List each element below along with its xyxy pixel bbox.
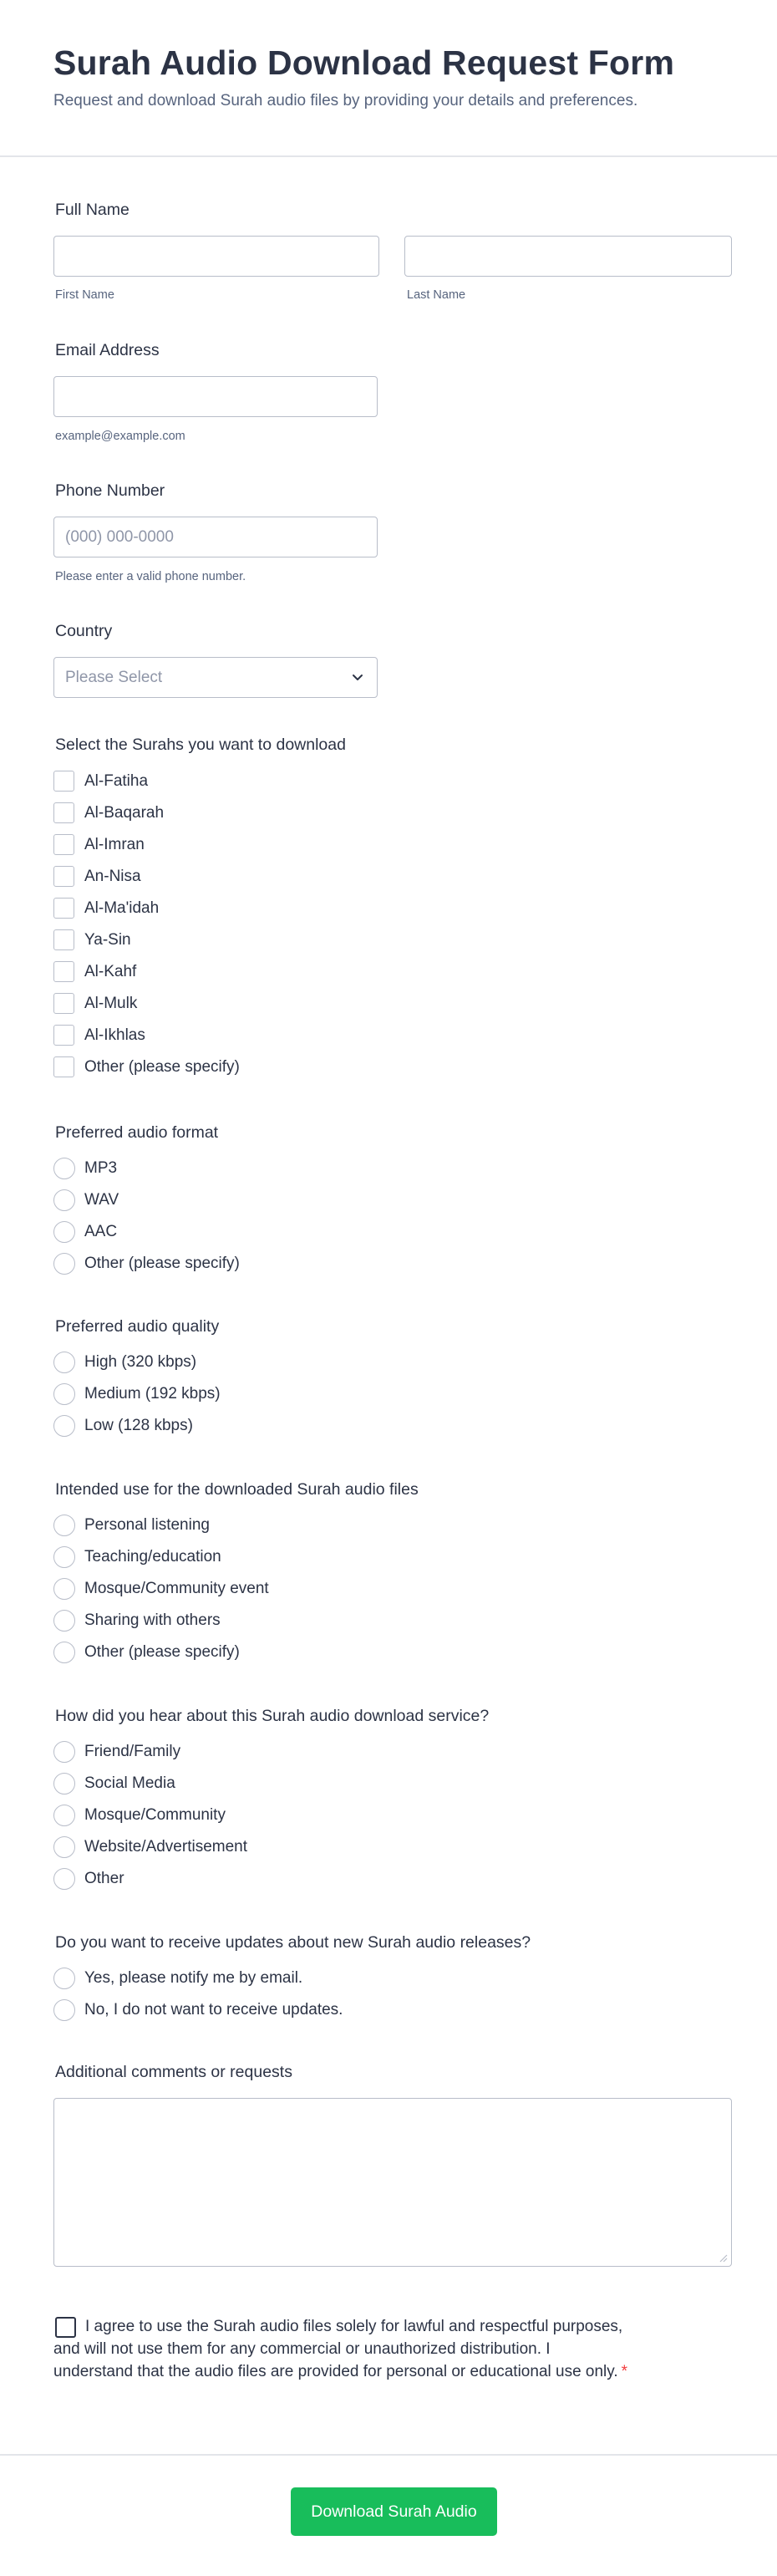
full-name-label: Full Name: [55, 201, 130, 219]
quality-label: Preferred audio quality: [55, 1317, 220, 1336]
option-label: Other (please specify): [84, 1058, 240, 1076]
radio-button[interactable]: [53, 1773, 75, 1795]
last-name-input[interactable]: [404, 236, 732, 277]
comments-textarea[interactable]: [53, 2098, 732, 2267]
option-label: An-Nisa: [84, 868, 141, 885]
country-select[interactable]: [53, 657, 378, 698]
updates-label: Do you want to receive updates about new Surah audio releases?: [55, 1933, 531, 1952]
country-label: Country: [55, 622, 113, 640]
radio-button[interactable]: [53, 1578, 75, 1600]
option-label: Al-Fatiha: [84, 772, 149, 790]
option-label: Yes, please notify me by email.: [84, 1969, 303, 1987]
option-label: Al-Mulk: [84, 995, 138, 1012]
email-sublabel: example@example.com: [55, 430, 185, 443]
option-label: Mosque/Community: [84, 1806, 226, 1824]
option-label: Al-Imran: [84, 836, 145, 853]
agreement-label: I agree to use the Surah audio files solely for lawful and respectful purposes, and will not use them for any commercial or unauthorized distribution. I understand that the audio files are provided for personal or educational use only.: [53, 2318, 623, 2380]
option-label: Al-Ma'idah: [84, 899, 160, 917]
option-label: Ya-Sin: [84, 931, 131, 949]
required-asterisk: *: [621, 2363, 628, 2380]
first-name-input[interactable]: [53, 236, 379, 277]
page-title: Surah Audio Download Request Form: [53, 43, 675, 82]
option-label: Website/Advertisement: [84, 1838, 248, 1856]
radio-button[interactable]: [53, 1642, 75, 1663]
download-button[interactable]: Download Surah Audio: [291, 2487, 497, 2536]
agreement-text: [53, 2315, 630, 2383]
footer-divider: [0, 2454, 777, 2456]
page-subtitle: Request and download Surah audio files by providing your details and preferences.: [53, 92, 638, 109]
option-label: Medium (192 kbps): [84, 1385, 221, 1403]
option-label: Other (please specify): [84, 1643, 240, 1661]
option-label: Mosque/Community event: [84, 1580, 269, 1597]
radio-button[interactable]: [53, 1189, 75, 1211]
radio-button[interactable]: [53, 1415, 75, 1437]
option-label: Other: [84, 1870, 124, 1887]
option-label: Social Media: [84, 1774, 175, 1792]
option-label: Friend/Family: [84, 1743, 181, 1760]
checkbox[interactable]: [53, 1056, 74, 1077]
radio-button[interactable]: [53, 1741, 75, 1763]
radio-button[interactable]: [53, 1999, 75, 2021]
phone-input[interactable]: [53, 517, 378, 557]
first-name-sublabel: First Name: [55, 288, 114, 302]
checkbox[interactable]: [53, 834, 74, 855]
option-label: Sharing with others: [84, 1611, 221, 1629]
radio-button[interactable]: [53, 1805, 75, 1826]
phone-label: Phone Number: [55, 481, 165, 500]
option-label: WAV: [84, 1191, 119, 1209]
checkbox[interactable]: [53, 1025, 74, 1046]
radio-button[interactable]: [53, 1546, 75, 1568]
checkbox[interactable]: [53, 993, 74, 1014]
radio-button[interactable]: [53, 1836, 75, 1858]
checkbox[interactable]: [53, 898, 74, 919]
checkbox[interactable]: [53, 802, 74, 823]
checkbox[interactable]: [53, 961, 74, 982]
email-label: Email Address: [55, 341, 160, 359]
option-label: Low (128 kbps): [84, 1417, 193, 1434]
comments-label: Additional comments or requests: [55, 2063, 292, 2081]
phone-sublabel: Please enter a valid phone number.: [55, 570, 246, 583]
option-label: Other (please specify): [84, 1255, 240, 1272]
radio-button[interactable]: [53, 1515, 75, 1536]
option-label: MP3: [84, 1159, 118, 1177]
format-label: Preferred audio format: [55, 1123, 219, 1142]
radio-button[interactable]: [53, 1968, 75, 1989]
checkbox[interactable]: [53, 866, 74, 887]
option-label: Al-Baqarah: [84, 804, 165, 822]
radio-button[interactable]: [53, 1352, 75, 1373]
radio-button[interactable]: [53, 1610, 75, 1632]
option-label: No, I do not want to receive updates.: [84, 2001, 343, 2019]
chevron-down-icon: [350, 669, 365, 685]
option-label: High (320 kbps): [84, 1353, 197, 1371]
option-label: Teaching/education: [84, 1548, 221, 1565]
radio-button[interactable]: [53, 1868, 75, 1890]
source-label: How did you hear about this Surah audio download service?: [55, 1707, 490, 1725]
option-label: AAC: [84, 1223, 118, 1240]
checkbox[interactable]: [53, 929, 74, 950]
radio-button[interactable]: [53, 1383, 75, 1405]
option-label: Personal listening: [84, 1516, 210, 1534]
radio-button[interactable]: [53, 1221, 75, 1243]
email-input[interactable]: [53, 376, 378, 417]
last-name-sublabel: Last Name: [407, 288, 466, 302]
option-label: Al-Kahf: [84, 963, 137, 980]
option-label: Al-Ikhlas: [84, 1026, 145, 1044]
form-header: [0, 0, 777, 157]
country-selected-value: Please Select: [65, 669, 163, 686]
radio-button[interactable]: [53, 1253, 75, 1275]
resize-grip-icon[interactable]: [719, 2254, 728, 2263]
surahs-label: Select the Surahs you want to download: [55, 736, 346, 754]
checkbox[interactable]: [53, 771, 74, 792]
radio-button[interactable]: [53, 1158, 75, 1179]
use-label: Intended use for the downloaded Surah audio files: [55, 1480, 419, 1499]
